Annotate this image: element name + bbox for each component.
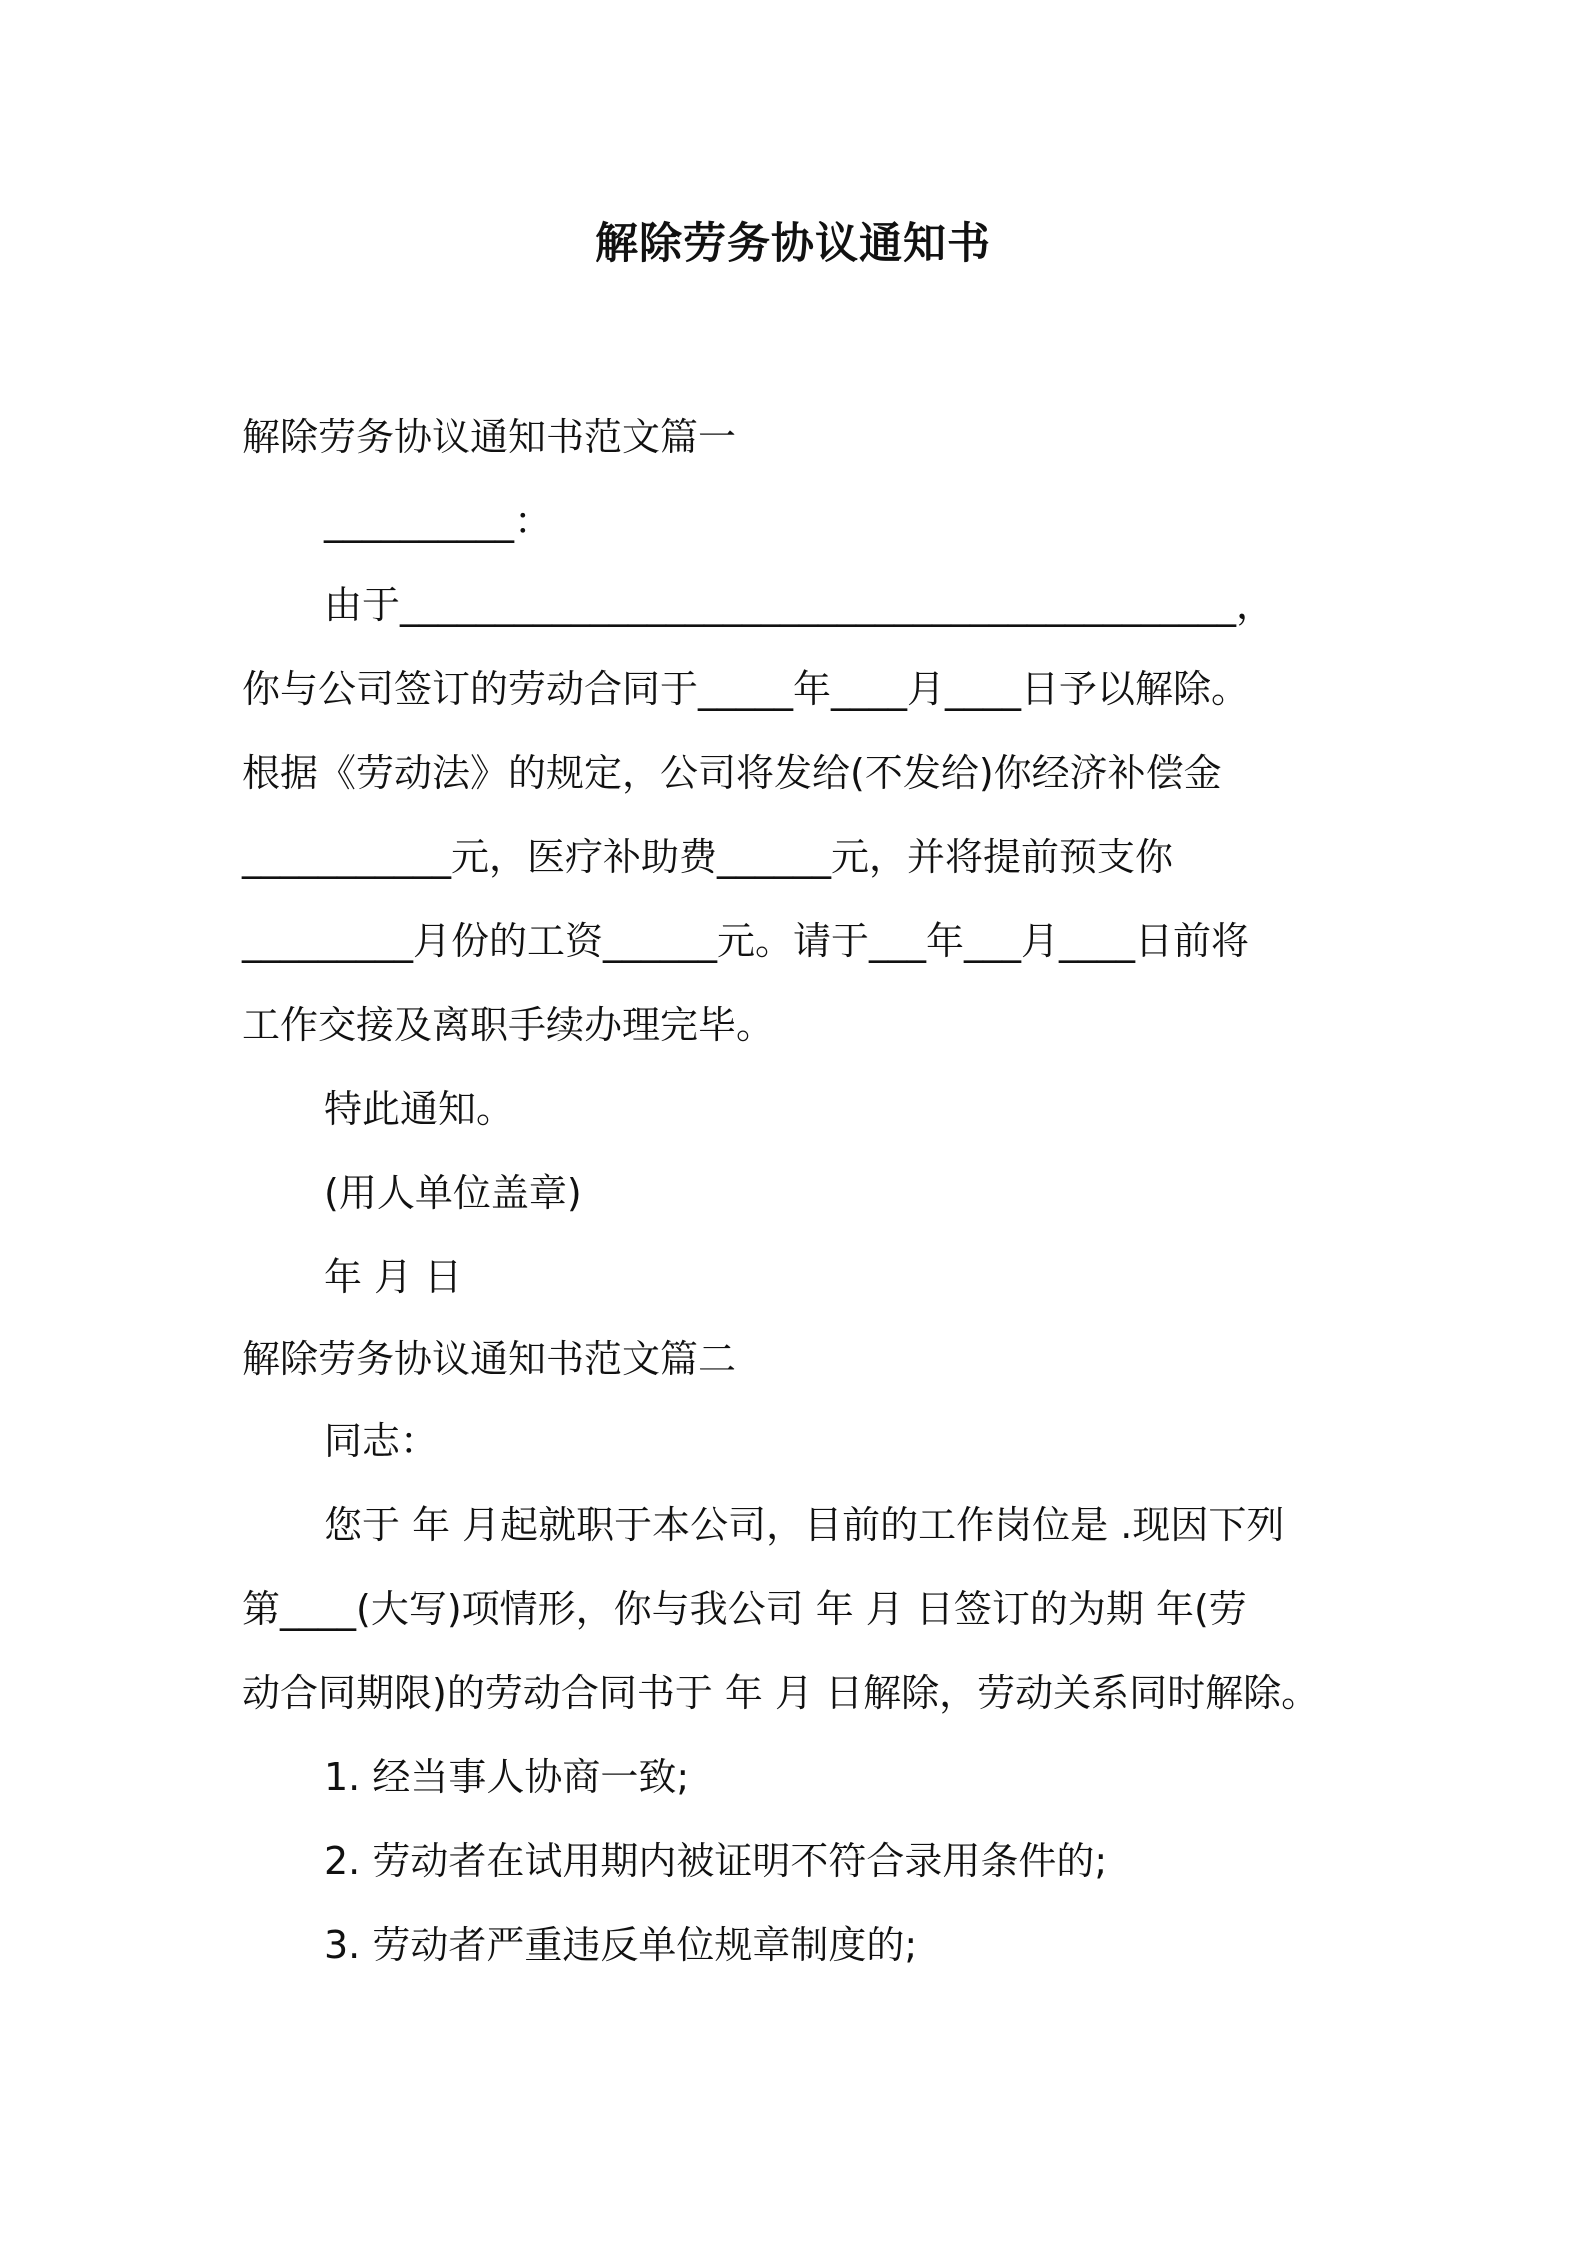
list-item: 1. 经当事人协商一致;: [324, 1755, 690, 1799]
body-line: 工作交接及离职手续办理完毕。: [242, 1003, 775, 1047]
section-heading: 解除劳务协议通知书范文篇一: [242, 415, 737, 459]
salutation-blank: __________：: [324, 499, 553, 543]
salutation-text: 同志：: [324, 1419, 439, 1463]
document-title: 解除劳务协议通知书: [595, 219, 991, 269]
section-heading: 解除劳务协议通知书范文篇二: [242, 1337, 737, 1381]
body-line: 动合同期限)的劳动合同书于 年 月 日解除，劳动关系同时解除。: [242, 1671, 1320, 1715]
body-line: 第____(大写)项情形，你与我公司 年 月 日签订的为期 年(劳: [242, 1587, 1247, 1631]
notice-text: 特此通知。: [324, 1087, 515, 1131]
list-item: 3. 劳动者严重违反单位规章制度的;: [324, 1923, 918, 1967]
body-line: 由于____________________________________________，: [324, 583, 1275, 627]
date-line: 年 月 日: [324, 1255, 463, 1299]
seal-text: (用人单位盖章): [324, 1171, 582, 1215]
list-item: 2. 劳动者在试用期内被证明不符合录用条件的;: [324, 1839, 1108, 1883]
body-line: 根据《劳动法》的规定，公司将发给(不发给)你经济补偿金: [242, 751, 1222, 795]
body-line: _________月份的工资______元。请于___年___月____日前将: [242, 919, 1250, 963]
body-line: 您于 年 月起就职于本公司，目前的工作岗位是 .现因下列: [324, 1503, 1285, 1547]
body-line: 你与公司签订的劳动合同于_____年____月____日予以解除。: [242, 667, 1250, 711]
body-line: ___________元，医疗补助费______元，并将提前预支你: [242, 835, 1174, 879]
